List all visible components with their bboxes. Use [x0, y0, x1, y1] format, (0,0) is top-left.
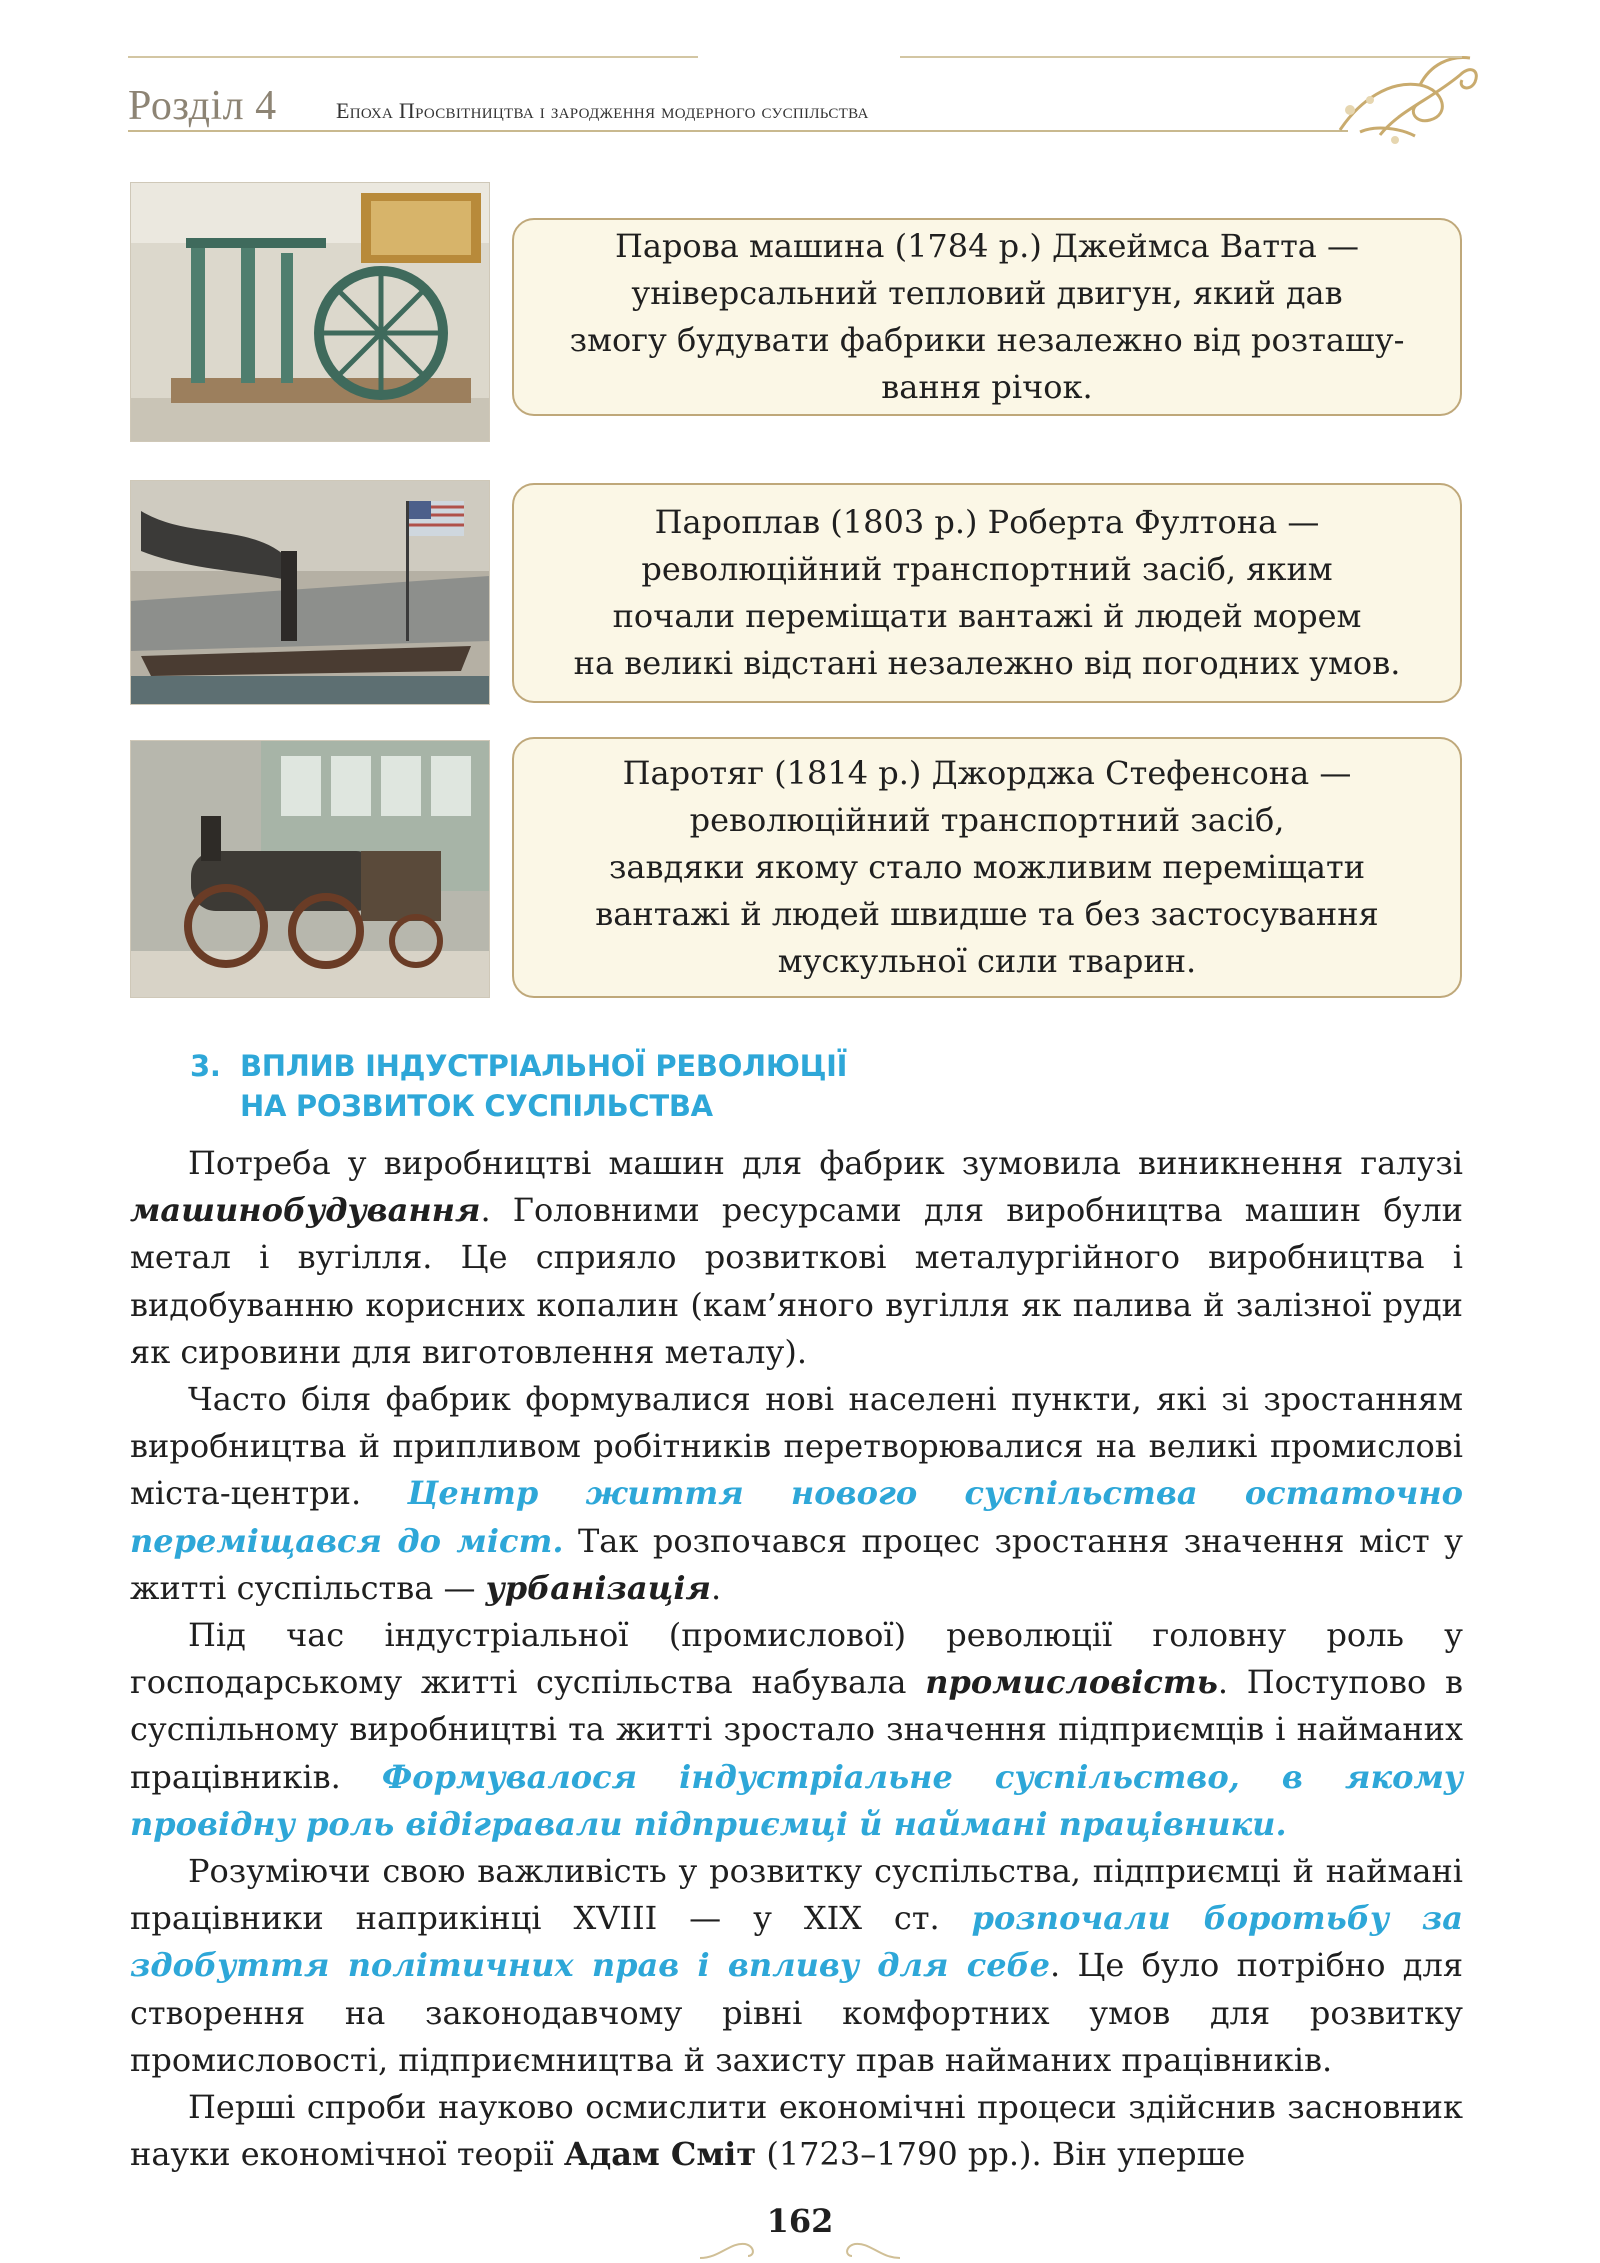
section-title-line2: НА РОЗВИТОК СУСПІЛЬСТВА: [240, 1089, 713, 1123]
highlight: Формувалося індустріальне суспільство, в якому провідну роль відігравали підприємці й наймані працівники.: [130, 1757, 1464, 1843]
page-header: [128, 78, 1468, 138]
text-run: Перші спроби науково осмислити економічні процеси здійснив засновник науки економічної теорії: [130, 2088, 1463, 2174]
caption-line: вантажі й людей швидше та без застосування: [595, 895, 1379, 933]
steam-engine-photo: [130, 182, 490, 442]
section-heading: [190, 1046, 1090, 1126]
caption-line: Пароплав (1803 р.) Роберта Фултона —: [654, 503, 1320, 541]
paragraph: [130, 1376, 1463, 1612]
caption-steamboat: [512, 483, 1462, 703]
locomotive-photo: [130, 740, 490, 998]
text-run: . Головними ресурсами для виробництва машин були метал і вугілля. Це сприяло розвиткові металургійного виробництва і видобуванню корисних копалин (кам’яного вугілля як палива й залізної руди як сировини для виготовлення металу).: [130, 1191, 1463, 1371]
running-title: Епоха Просвітництва і зародження модерного суспільства: [336, 98, 869, 123]
caption-line: революційний транспортний засіб, яким: [641, 550, 1333, 588]
caption-line: змогу будувати фабрики незалежно від розташу-: [569, 321, 1405, 359]
term: промисловість: [925, 1663, 1218, 1702]
text-run: Розуміючи свою важливість у розвитку суспільства, підприємці й наймані працівники наприкінці XVIII — у XIX ст.: [130, 1852, 1463, 1938]
paragraph: [130, 1612, 1463, 1848]
body-text: [130, 1140, 1463, 2178]
caption-line: вання річок.: [881, 368, 1093, 406]
highlight: Центр життя нового суспільства остаточно переміщався до міст.: [130, 1474, 1463, 1560]
paragraph: [130, 2084, 1463, 2178]
footer-rule-right: [900, 56, 1462, 58]
text-run: Так розпочався процес зростання значення міст у житті суспільства —: [130, 1521, 1464, 1607]
caption-line: універсальний тепловий двигун, який дав: [631, 274, 1343, 312]
section-title-line1: ВПЛИВ ІНДУСТРІАЛЬНОЇ РЕВОЛЮЦІЇ: [240, 1049, 848, 1083]
highlight: розпочали боротьбу за здобуття політичних прав і впливу для себе: [130, 1899, 1464, 1985]
caption-line: мускульної сили тварин.: [777, 942, 1197, 980]
term: урбанізація: [485, 1568, 711, 1607]
steamboat-photo: [130, 480, 490, 705]
caption-steam-engine: [512, 218, 1462, 416]
page-number: 162: [766, 2202, 834, 2240]
caption-line: на великі відстані незалежно від погодних умов.: [573, 644, 1401, 682]
section-number: 3.: [190, 1049, 221, 1083]
person-name: Адам Сміт: [563, 2135, 757, 2174]
text-run: .: [710, 1568, 722, 1607]
footer-rule-left: [128, 56, 698, 58]
term: машинобудування: [130, 1191, 481, 1230]
paragraph: [130, 1140, 1463, 1376]
caption-line: почали переміщати вантажі й людей морем: [612, 597, 1362, 635]
paragraph: [130, 1848, 1463, 2084]
chapter-label: Розділ 4: [128, 83, 277, 129]
caption-line: Паротяг (1814 р.) Джорджа Стефенсона —: [622, 754, 1352, 792]
text-run: Часто біля фабрик формувалися нові населені пункти, які зі зростанням виробництва й припливом робітників перетворювалися на великі промислові міста-центри.: [130, 1380, 1463, 1513]
caption-line: Парова машина (1784 р.) Джеймса Ватта —: [614, 227, 1360, 265]
text-run: Під час індустріальної (промислової) революції головну роль у господарському житті суспільства набувала: [130, 1616, 1463, 1702]
caption-line: завдяки якому стало можливим переміщати: [608, 848, 1366, 886]
header-rule: [128, 130, 1348, 132]
text-run: Потреба у виробництві машин для фабрик зумовила виникнення галузі: [188, 1144, 1463, 1182]
caption-locomotive: [512, 737, 1462, 998]
text-run: (1723–1790 рр.). Він уперше: [756, 2135, 1246, 2174]
caption-line: революційний транспортний засіб,: [689, 801, 1285, 839]
text-run: . Поступово в суспільному виробництві та житті зростало значення підприємців і найманих працівників.: [130, 1663, 1464, 1796]
text-run: . Це було потрібно для створення на законодавчому рівні комфортних умов для розвитку промисловості, підприємництва й захисту прав найманих працівників.: [130, 1946, 1464, 2079]
